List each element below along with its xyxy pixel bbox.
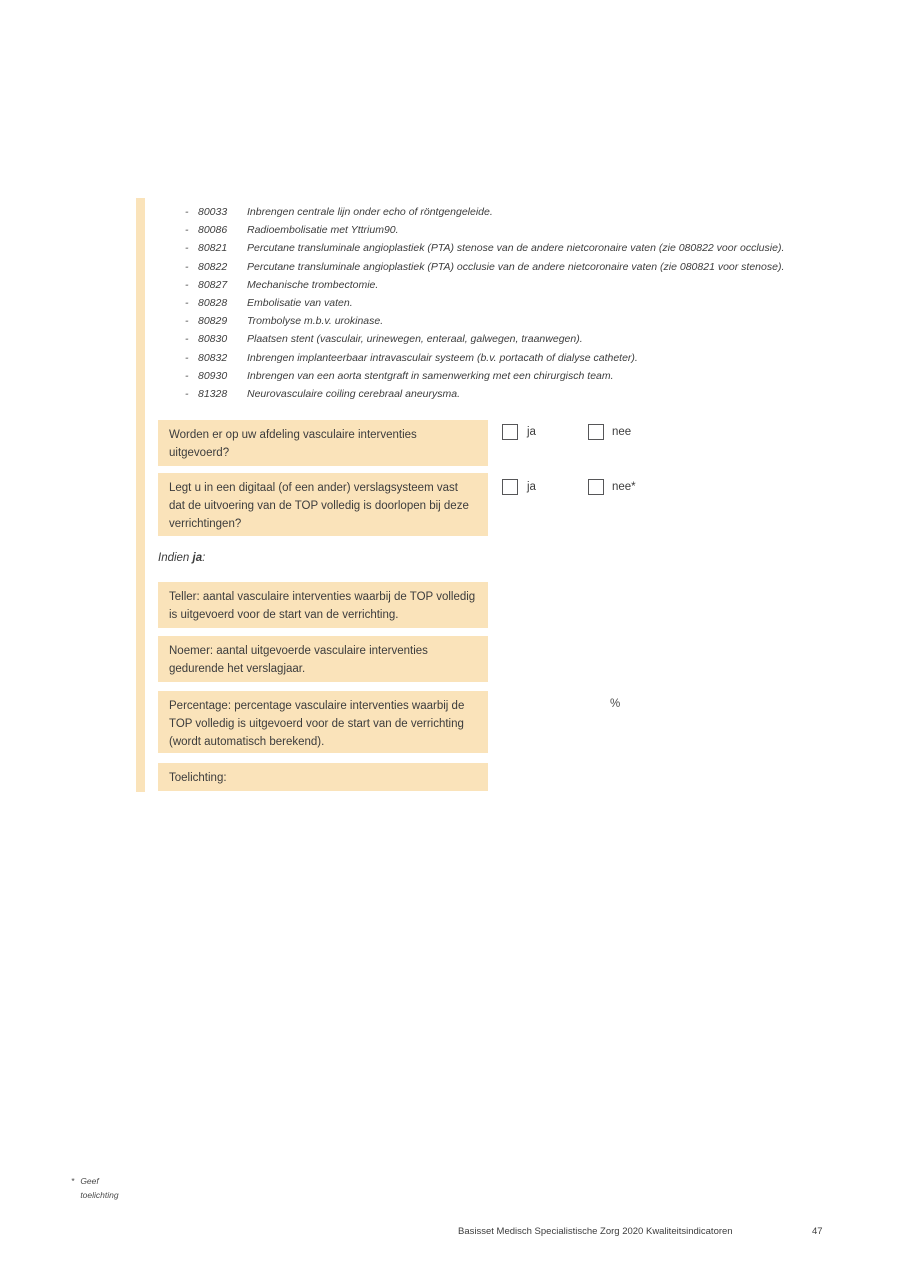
list-dash: - — [185, 242, 189, 255]
footnote — [71, 1174, 119, 1202]
question-1-label-ja: ja — [527, 426, 536, 438]
accent-bar — [136, 198, 145, 792]
list-item — [185, 258, 865, 276]
list-item — [185, 330, 865, 348]
procedure-code-list — [185, 203, 865, 403]
procedure-description: Embolisatie van vaten. — [247, 297, 353, 310]
question-1-checkbox-ja[interactable] — [502, 424, 518, 440]
list-item — [185, 221, 865, 239]
procedure-code: 80086 — [198, 224, 228, 237]
procedure-code: 80822 — [198, 260, 228, 273]
procedure-description: Mechanische trombectomie. — [247, 278, 379, 291]
list-item — [185, 367, 865, 385]
list-item — [185, 203, 865, 221]
footnote-text — [80, 1174, 118, 1202]
procedure-code: 80033 — [198, 206, 228, 218]
list-dash: - — [185, 278, 189, 291]
noemer-field-label: Noemer: aantal uitgevoerde vasculaire interventies gedurende het verslagjaar. — [158, 636, 488, 682]
question-2-checkbox-ja[interactable] — [502, 479, 518, 495]
list-item — [185, 385, 865, 403]
list-item — [185, 312, 865, 330]
list-dash: - — [185, 315, 189, 328]
list-item — [185, 294, 865, 312]
conditional-bold: ja — [192, 552, 203, 564]
conditional-prefix: Indien — [158, 552, 193, 564]
conditional-suffix: : — [202, 552, 206, 564]
footnote-marker: * — [71, 1176, 75, 1186]
list-dash: - — [185, 351, 189, 364]
procedure-description: Plaatsen stent (vasculair, urinewegen, enteraal, galwegen, traanwegen). — [247, 333, 583, 346]
list-dash: - — [185, 260, 189, 273]
procedure-description: Inbrengen implanteerbaar intravasculair systeem (b.v. portacath of dialyse catheter). — [247, 351, 638, 364]
procedure-code: 80828 — [198, 297, 228, 310]
procedure-description: Neurovasculaire coiling cerebraal aneurysma. — [247, 388, 461, 401]
procedure-description: Percutane transluminale angioplastiek (PTA) stenose van de andere nietcoronaire vaten (zie 080822 voor occlusie). — [247, 242, 785, 255]
procedure-code: 80829 — [198, 315, 228, 328]
procedure-description: Percutane transluminale angioplastiek (PTA) occlusie van de andere nietcoronaire vaten (zie 080821 voor stenose). — [247, 260, 785, 273]
list-dash: - — [185, 369, 189, 382]
list-dash: - — [185, 297, 189, 310]
question-1-checkbox-nee[interactable] — [588, 424, 604, 440]
list-dash: - — [185, 333, 189, 346]
procedure-code: 80832 — [198, 351, 228, 364]
procedure-description: Trombolyse m.b.v. urokinase. — [247, 315, 384, 328]
procedure-code: 80827 — [198, 278, 228, 291]
procedure-description: Inbrengen van een aorta stentgraft in samenwerking met een chirurgisch team. — [247, 369, 614, 382]
list-item — [185, 349, 865, 367]
list-dash: - — [185, 388, 189, 401]
list-item — [185, 239, 865, 257]
list-item — [185, 276, 865, 294]
procedure-description: Inbrengen centrale lijn onder echo of röntgengeleide. — [247, 206, 493, 218]
footer-title: Basisset Medisch Specialistische Zorg 2020 Kwaliteitsindicatoren — [458, 1226, 733, 1237]
procedure-code: 81328 — [198, 388, 228, 401]
footnote-line-1: Geef — [80, 1176, 99, 1186]
percentage-field-label: Percentage: percentage vasculaire interventies waarbij de TOP volledig is uitgevoerd voor de start van de verrichting (wordt automatisch berekend). — [158, 691, 488, 753]
question-1-label: Worden er op uw afdeling vasculaire interventies uitgevoerd? — [158, 420, 488, 466]
teller-field-label: Teller: aantal vasculaire interventies waarbij de TOP volledig is uitgevoerd voor de start van de verrichting. — [158, 582, 488, 628]
percentage-unit: % — [610, 698, 621, 710]
list-dash: - — [185, 224, 189, 237]
toelichting-field-label: Toelichting: — [158, 763, 488, 791]
question-2-checkbox-nee[interactable] — [588, 479, 604, 495]
question-2-label: Legt u in een digitaal (of een ander) verslagsysteem vast dat de uitvoering van de TOP volledig is doorlopen bij deze verrichtingen? — [158, 473, 488, 536]
question-1-label-nee: nee — [612, 426, 632, 438]
question-2-label-nee: nee* — [612, 481, 636, 493]
list-dash: - — [185, 206, 189, 218]
procedure-description: Radioembolisatie met Yttrium90. — [247, 224, 399, 237]
footnote-line-2: toelichting — [80, 1190, 119, 1200]
conditional-heading — [158, 552, 205, 564]
procedure-code: 80930 — [198, 369, 228, 382]
procedure-code: 80821 — [198, 242, 228, 255]
procedure-code: 80830 — [198, 333, 228, 346]
question-2-label-ja: ja — [527, 481, 536, 493]
page-number: 47 — [812, 1226, 823, 1237]
